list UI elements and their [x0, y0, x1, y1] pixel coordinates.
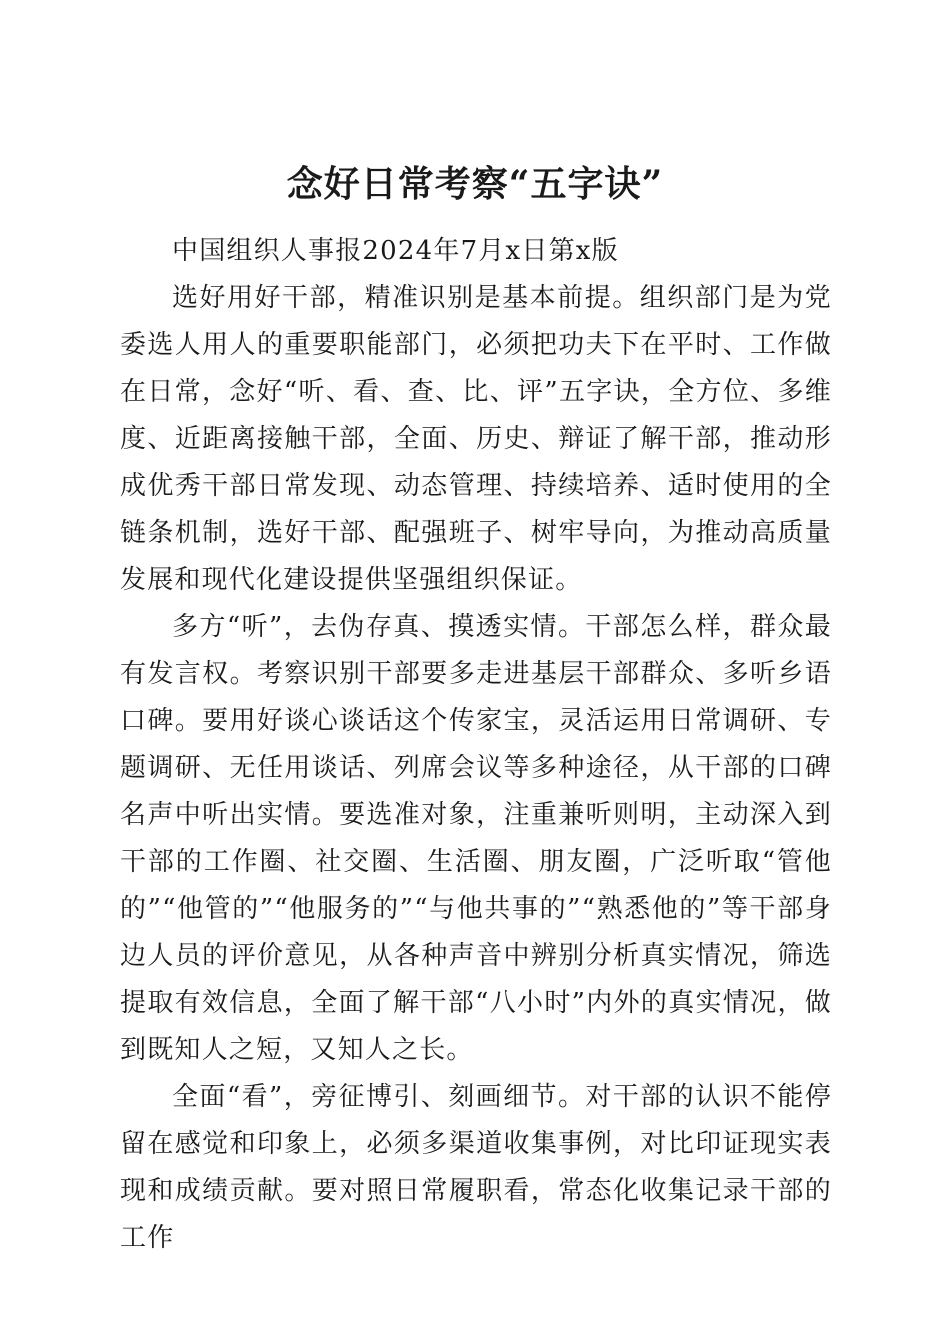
paragraph-observe: 全面“看”，旁征博引、刻画细节。对干部的认识不能停留在感觉和印象上，必须多渠道收集事例，对比印证现实表现和成绩贡献。要对照日常履职看，常态化收集记录干部的工作 [120, 1082, 832, 1253]
paragraph-intro: 选好用好干部，精准识别是基本前提。组织部门是为党委选人用人的重要职能部门，必须把功夫下在平时、工作做在日常，念好“听、看、查、比、评”五字诀，全方位、多维度、近距离接触干部，全面、历史、辩证了解干部，推动形成优秀干部日常发现、动态管理、持续培养、适时使用的全链条机制，选好干部、配强班子、树牢导向，为推动高质量发展和现代化建设提供坚强组织保证。 [120, 283, 832, 595]
source-line: 中国组织人事报2024年7月x日第x版 [172, 236, 619, 266]
document-title: 念好日常考察“五字诀” [286, 163, 664, 206]
document-body [120, 228, 832, 1262]
paragraph-listen: 多方“听”，去伪存真、摸透实情。干部怎么样，群众最有发言权。考察识别干部要多走进基层干部群众、多听乡语口碑。要用好谈心谈话这个传家宝，灵活运用日常调研、专题调研、无任用谈话、列席会议等多种途径，从干部的口碑名声中听出实情。要选准对象，注重兼听则明，主动深入到干部的工作圈、社交圈、生活圈、朋友圈，广泛听取“管他的”“他管的”“他服务的”“与他共事的”“熟悉他的”等干部身边人员的评价意见，从各种声音中辨别分析真实情况，筛选提取有效信息，全面了解干部“八小时”内外的真实情况，做到既知人之短，又知人之长。 [120, 612, 832, 1065]
